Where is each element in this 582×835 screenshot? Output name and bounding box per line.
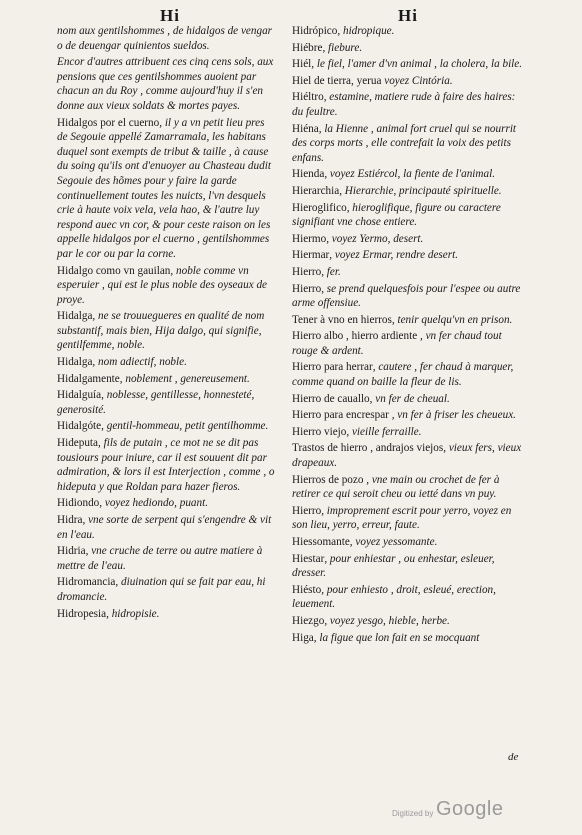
dictionary-entry bbox=[292, 614, 524, 629]
dictionary-entry bbox=[292, 201, 524, 230]
entry-headword: Hierro de cauallo bbox=[292, 392, 370, 405]
dictionary-entry bbox=[292, 535, 524, 550]
entry-definition: , la Hienne , animal fort cruel qui se nourrit des corps morts , elle contrefait la voix des petits enfans. bbox=[292, 122, 517, 164]
entry-definition: , voyez yesgo, hieble, herbe. bbox=[324, 614, 450, 627]
dictionary-entry bbox=[292, 392, 524, 407]
entry-headword: Hidra bbox=[57, 514, 83, 526]
dictionary-entry bbox=[292, 122, 524, 166]
entry-definition: , fiebure. bbox=[322, 41, 363, 54]
entry-headword: Tener à vno en hierros bbox=[292, 313, 392, 326]
dictionary-entry bbox=[292, 184, 524, 199]
entry-headword: Hiéna bbox=[292, 122, 319, 135]
dictionary-entry bbox=[292, 24, 524, 39]
entry-headword: Hiél bbox=[292, 58, 312, 71]
entry-headword: Hidalgo como vn gauilan bbox=[57, 264, 171, 277]
entry-definition: , vne main ou crochet de fer à retirer ce qui seroit cheu ou ietté dans vn puy. bbox=[292, 473, 500, 501]
entry-definition: , vieux fers, vieux drapeaux. bbox=[292, 442, 522, 470]
entry-headword: Hierro albo , hierro ardiente bbox=[292, 330, 418, 343]
dictionary-entry bbox=[292, 282, 524, 311]
entry-definition: , voyez hediondo, puant. bbox=[99, 497, 209, 510]
dictionary-entry bbox=[57, 116, 275, 262]
entry-definition: , hidropisie. bbox=[106, 607, 160, 620]
entry-headword: Hiésto bbox=[292, 583, 322, 596]
entry-definition: , voyez Yermo, desert. bbox=[326, 232, 424, 245]
watermark-google-logo: Google bbox=[436, 798, 504, 820]
entry-definition: voyez Cintória. bbox=[381, 74, 453, 87]
entry-headword: Hidria bbox=[57, 545, 86, 558]
entry-definition: , diuination qui se fait par eau, hi dromancie. bbox=[57, 576, 266, 603]
entry-headword: Hierro para encrespar bbox=[292, 409, 389, 422]
entry-definition: , voyez Ermar, rendre desert. bbox=[329, 249, 459, 262]
dictionary-entry bbox=[292, 425, 524, 440]
entry-headword: Hiébre bbox=[292, 41, 323, 54]
dictionary-entry bbox=[292, 167, 524, 182]
entry-headword: Hiéltro bbox=[292, 91, 324, 104]
entry-definition: , la figue que lon fait en se mocquant bbox=[313, 631, 480, 644]
entry-headword: Hiessomante bbox=[292, 536, 350, 548]
entry-definition: , noblesse, gentillesse, honnesteté, generosité. bbox=[57, 389, 255, 416]
entry-headword: Hierros de pozo bbox=[292, 473, 364, 486]
dictionary-entry bbox=[292, 473, 524, 502]
entry-headword: Hidalgamente bbox=[57, 372, 120, 385]
entry-headword: Hidalga bbox=[57, 356, 93, 369]
entry-headword: Trastos de hierro , andrajos viejos bbox=[292, 442, 444, 455]
entry-definition: , improprement escrit pour yerro, voyez en son lieu, yerro, erreur, faute. bbox=[292, 504, 512, 532]
dictionary-entry bbox=[57, 264, 275, 308]
dictionary-entry bbox=[292, 631, 524, 646]
dictionary-entry bbox=[292, 441, 524, 470]
entry-headword: Hidromancia bbox=[57, 576, 116, 589]
dictionary-entry bbox=[292, 329, 524, 358]
entry-definition: Encor d'autres attribuent ces cinq cens sols, aux pensions que ces gentilshommes auoient par chacun an du Roy , comme aujourd'huy il s'en donne aux vieux soldats & mortes payes. bbox=[57, 56, 274, 112]
dictionary-entry bbox=[292, 90, 524, 119]
dictionary-entry bbox=[57, 55, 275, 113]
dictionary-entry bbox=[292, 408, 524, 423]
entry-headword: Hierro bbox=[292, 282, 322, 295]
dictionary-entry bbox=[292, 57, 524, 72]
entry-headword: Hierro bbox=[292, 504, 322, 517]
entry-definition: , vn fer de cheual. bbox=[369, 392, 450, 405]
dictionary-entry bbox=[292, 313, 524, 328]
dictionary-entry bbox=[57, 513, 275, 542]
entry-definition: , estamine, matiere rude à faire des haires: du feultre. bbox=[292, 91, 516, 118]
entry-headword: Hidalga bbox=[57, 310, 93, 323]
entry-definition: , se prend quelquesfois pour l'espee ou autre arme offensiue. bbox=[292, 282, 521, 310]
entry-headword: Hidalguía bbox=[57, 389, 102, 402]
entry-definition: , fer. bbox=[321, 265, 341, 278]
dictionary-entry bbox=[57, 372, 275, 387]
entry-definition: nom aux gentilshommes , de hidalgos de vengar o de deuengar quinientos sueldos. bbox=[57, 25, 273, 52]
dictionary-entry bbox=[57, 309, 275, 353]
entry-headword: Hidalgos por el cuerno bbox=[57, 116, 160, 129]
dictionary-entry bbox=[292, 504, 524, 533]
dictionary-entry bbox=[292, 232, 524, 247]
entry-headword: Hierro bbox=[292, 265, 322, 278]
dictionary-entry bbox=[57, 607, 275, 622]
dictionary-entry bbox=[292, 41, 524, 56]
entry-definition: , hidropique. bbox=[337, 25, 395, 37]
entry-definition: , pour enhiestar , ou enhestar, esleuer, dresser. bbox=[292, 552, 495, 580]
entry-headword: Hierro viejo bbox=[292, 425, 347, 438]
dictionary-entry bbox=[292, 583, 524, 612]
entry-headword: Hidalgóte bbox=[57, 420, 102, 433]
watermark-digitized-text: Digitized by bbox=[392, 809, 434, 818]
entry-definition: , hieroglifique, figure ou caractere signifiant vne chose entiere. bbox=[292, 201, 501, 229]
entry-definition: , le fiel, l'amer d'vn animal , la cholera, la bile. bbox=[311, 58, 523, 71]
running-head-right: Hi bbox=[398, 6, 418, 25]
dictionary-entry bbox=[57, 388, 275, 417]
entry-headword: Hiel de tierra, yerua bbox=[292, 74, 382, 87]
dictionary-entry bbox=[57, 24, 275, 53]
entry-definition: , ne se trouuegueres en qualité de nom substantif, mais bien, Hija dalgo, qui signifie, gentilfemme, noble. bbox=[57, 310, 265, 352]
entry-definition: , vne cruche de terre ou autre matiere à mettre de l'eau. bbox=[57, 545, 263, 572]
entry-definition: , tenir quelqu'vn en prison. bbox=[391, 313, 513, 326]
entry-definition: , voyez yessomante. bbox=[349, 536, 438, 548]
dictionary-entry bbox=[292, 552, 524, 581]
entry-definition: , fils de putain , ce mot ne se dit pas tousiours pour iniure, car il est souuent dit par admiration, & lors il est Interjection , comme , o hideputa y que Roldan para hazer fieros. bbox=[57, 437, 275, 493]
dictionary-entry bbox=[292, 265, 524, 280]
running-head-left: Hi bbox=[160, 6, 180, 25]
dictionary-entry bbox=[57, 496, 275, 511]
entry-headword: Hienda bbox=[292, 168, 325, 181]
entry-definition: , cautere , fer chaud à marquer, comme quand on baille la fleur de lis. bbox=[292, 361, 514, 389]
entry-definition: , noblement , genereusement. bbox=[119, 372, 250, 385]
dictionary-entry bbox=[57, 436, 275, 494]
entry-headword: Hidiondo bbox=[57, 497, 100, 510]
entry-definition: , pour enhiesto , droit, esleué, erection, leuement. bbox=[292, 583, 496, 611]
entry-definition: , nom adiectif, noble. bbox=[92, 356, 187, 369]
entry-headword: Higa bbox=[292, 631, 314, 644]
entry-headword: Hiermar bbox=[292, 249, 330, 262]
entry-headword: Hierarchia bbox=[292, 184, 340, 197]
google-watermark bbox=[392, 798, 542, 826]
catchword: de bbox=[508, 751, 519, 763]
entry-definition: , vn fer à friser les cheueux. bbox=[388, 409, 516, 422]
entry-definition: , Hierarchie, principauté spirituelle. bbox=[339, 184, 502, 197]
left-column bbox=[57, 24, 275, 623]
dictionary-entry bbox=[292, 360, 524, 389]
entry-headword: Hidropesia bbox=[57, 607, 107, 620]
entry-definition: , vne sorte de serpent qui s'engendre & vit en l'eau. bbox=[57, 514, 272, 541]
right-column bbox=[292, 24, 524, 647]
dictionary-entry bbox=[292, 74, 524, 89]
dictionary-entry bbox=[57, 419, 275, 434]
entry-headword: Hiestar bbox=[292, 552, 325, 565]
entry-definition: , gentil-hommeau, petit gentilhomme. bbox=[101, 420, 269, 433]
entry-headword: Hidrópico bbox=[292, 25, 338, 37]
entry-headword: Hieroglifico bbox=[292, 201, 347, 214]
entry-definition: , noble comme vn esperuier , qui est le plus noble des oyseaux de proye. bbox=[57, 264, 268, 306]
entry-definition: , vn fer chaud tout rouge & ardent. bbox=[292, 330, 502, 357]
dictionary-entry bbox=[57, 355, 275, 370]
entry-headword: Hiezgo bbox=[292, 614, 325, 627]
entry-headword: Hideputa bbox=[57, 437, 99, 450]
entry-definition: , vieille ferraille. bbox=[346, 425, 422, 438]
dictionary-entry bbox=[57, 544, 275, 573]
entry-headword: Hierro para herrar bbox=[292, 361, 373, 374]
dictionary-entry bbox=[57, 575, 275, 604]
entry-headword: Hiermo bbox=[292, 232, 327, 245]
dictionary-entry bbox=[292, 248, 524, 263]
entry-definition: , voyez Estiércol, la fiente de l'animal. bbox=[324, 168, 495, 181]
entry-definition: , il y a vn petit lieu pres de Segouie appellé Zamarramala, les habitans duquel sont exempts de tribut & taille , à cause du soing qu'ils ont d'enuoyer au Chasteau dudit Segouie des hõmes pour y faire la garde continuellement toutes les nuicts, l'vn desquels crie à haute voix vela, vela hao, & l'autre luy respond auec vn cor, & pour ceste raison on les appelle hidalgos por el cuerno , gentilshommes par le cor ou par la corne. bbox=[57, 116, 271, 260]
